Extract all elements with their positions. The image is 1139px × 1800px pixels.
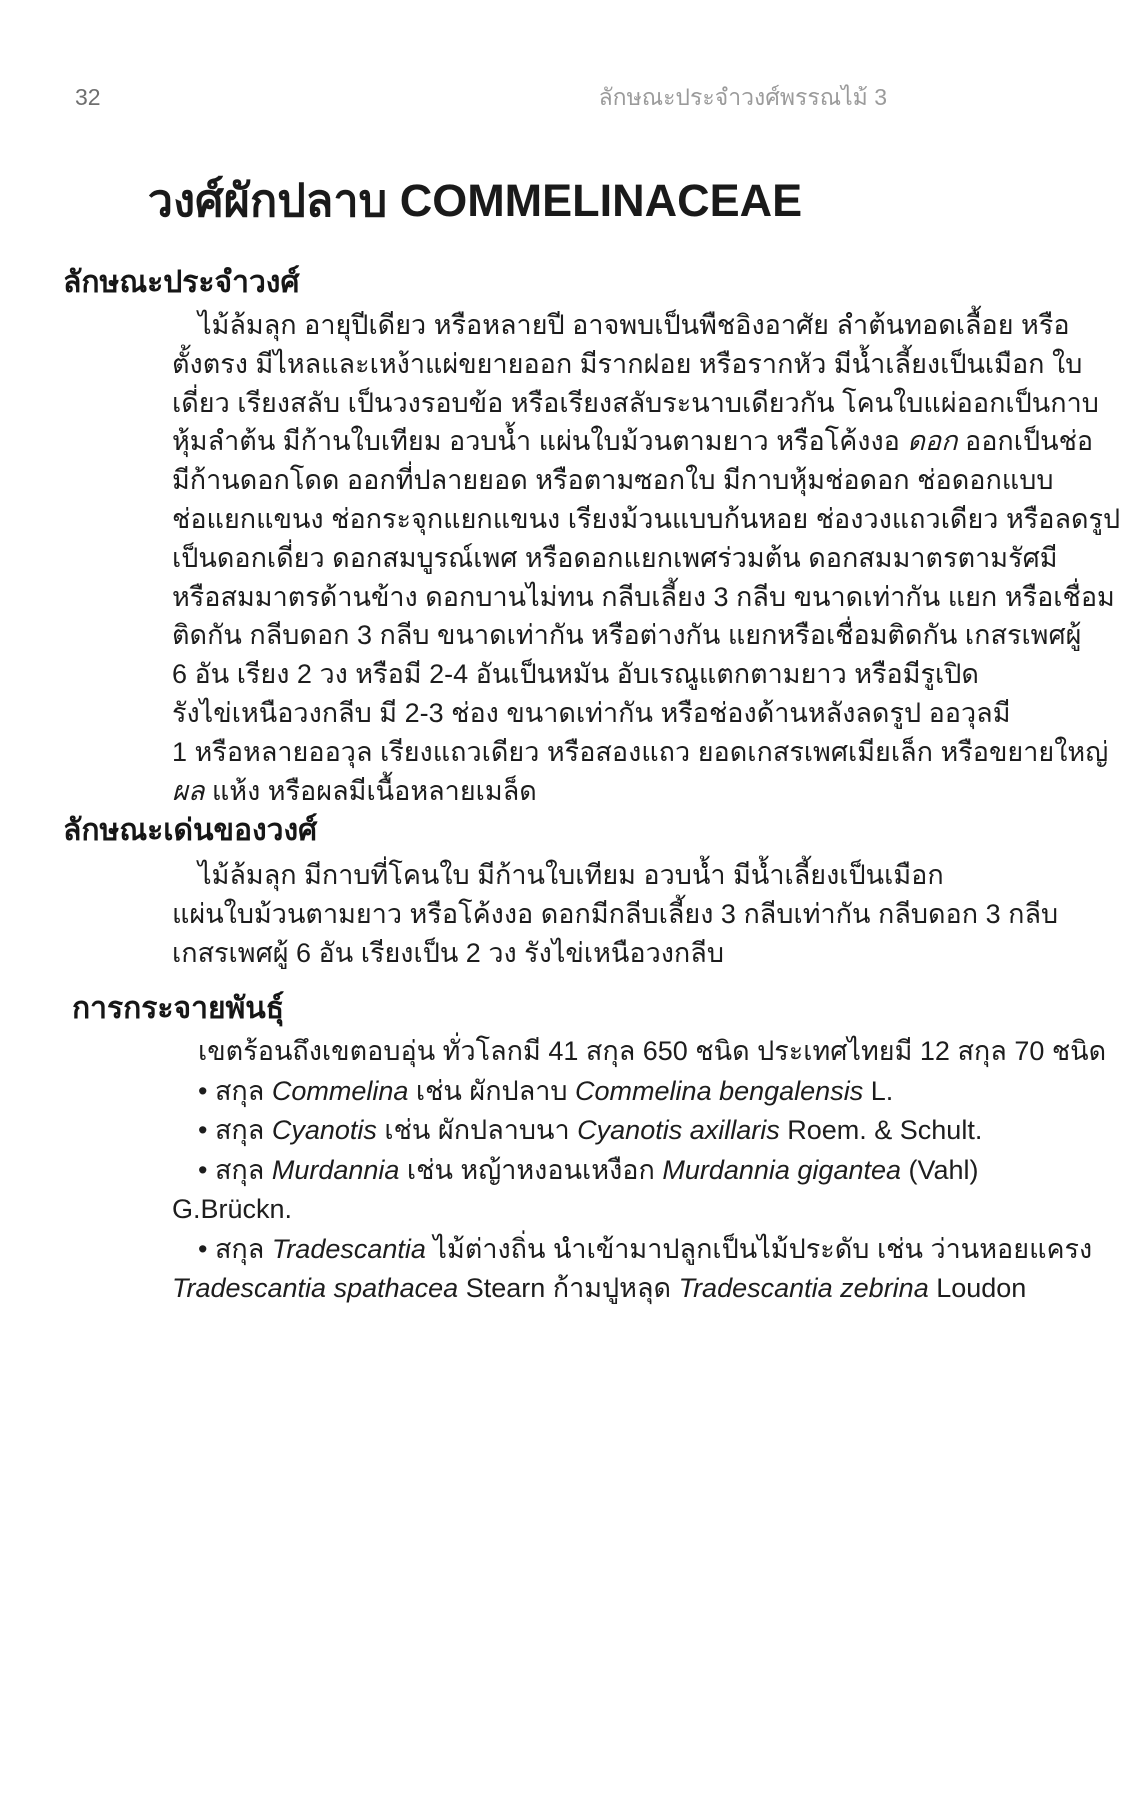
taxon-name-italic: ผล bbox=[172, 775, 205, 806]
text-line bbox=[172, 578, 1115, 617]
text-line bbox=[172, 733, 1109, 772]
taxon-name-italic: Murdannia gigantea bbox=[662, 1154, 902, 1185]
text-run: หุ้มลำต้น มีก้านใบเทียม อวบน้ำ แผ่นใบม้วนตามยาว หรือโค้งงอ bbox=[172, 426, 908, 457]
section-heading-distinctive-characteristics: ลักษณะเด่นของวงศ์ bbox=[63, 814, 318, 847]
text-line bbox=[172, 856, 944, 895]
text-run: ไม้ล้มลุก อายุปีเดียว หรือหลายปี อาจพบเป็นพืชอิงอาศัย ลำต้นทอดเลื้อย หรือ bbox=[198, 310, 1070, 340]
text-run: ช่อแยกแขนง ช่อกระจุกแยกแขนง เรียงม้วนแบบก้นหอย ช่องวงแถวเดียว หรือลดรูป bbox=[172, 503, 1121, 534]
text-run: เขตร้อนถึงเขตอบอุ่น ทั่วโลกมี 41 สกุล 650 ชนิด ประเทศไทยมี 12 สกุล 70 ชนิด bbox=[198, 1036, 1107, 1066]
running-title: ลักษณะประจำวงศ์พรรณไม้ 3 bbox=[598, 84, 887, 110]
text-line bbox=[172, 422, 1094, 461]
text-run: เป็นดอกเดี่ยว ดอกสมบูรณ์เพศ หรือดอกแยกเพศร่วมต้น ดอกสมมาตรตามรัศมี bbox=[172, 542, 1058, 573]
text-run: 1 หรือหลายออวุล เรียงแถวเดียว หรือสองแถว ยอดเกสรเพศเมียเล็ก หรือขยายใหญ่ bbox=[172, 736, 1109, 767]
page-number: 32 bbox=[75, 84, 101, 110]
taxon-name-italic: Commelina bbox=[271, 1075, 409, 1106]
text-run: 6 อัน เรียง 2 วง หรือมี 2-4 อันเป็นหมัน อับเรณูแตกตามยาว หรือมีรูเปิด bbox=[172, 659, 979, 690]
text-run: ติดกัน กลีบดอก 3 กลีบ ขนาดเท่ากัน หรือต่างกัน แยกหรือเชื่อมติดกัน เกสรเพศผู้ bbox=[172, 620, 1082, 651]
taxon-name-italic: Tradescantia bbox=[271, 1233, 426, 1264]
text-run: แผ่นใบม้วนตามยาว หรือโค้งงอ ดอกมีกลีบเลี้ยง 3 กลีบเท่ากัน กลีบดอก 3 กลีบ bbox=[172, 899, 1059, 929]
taxon-name-italic: ดอก bbox=[907, 426, 958, 457]
text-run: Loudon bbox=[928, 1273, 1027, 1303]
text-line bbox=[172, 1111, 983, 1151]
text-line bbox=[172, 345, 1083, 384]
text-run: เช่น ผักปลาบ bbox=[408, 1075, 576, 1106]
text-run: เดี่ยว เรียงสลับ เป็นวงรอบข้อ หรือเรียงสลับระนาบเดียวกัน โคนใบแผ่ออกเป็นกาบ bbox=[172, 387, 1099, 418]
text-run: แห้ง หรือผลมีเนื้อหลายเมล็ด bbox=[204, 775, 537, 806]
section-heading-family-characteristics: ลักษณะประจำวงศ์ bbox=[63, 266, 300, 299]
family-characteristics-paragraph bbox=[172, 306, 1121, 810]
text-run: • สกุล bbox=[198, 1233, 272, 1264]
text-line bbox=[172, 616, 1082, 655]
text-run: L. bbox=[863, 1075, 894, 1106]
text-run: ออกเป็นช่อ bbox=[957, 426, 1094, 457]
text-line bbox=[172, 655, 979, 694]
text-run: เกสรเพศผู้ 6 อัน เรียงเป็น 2 วง รังไข่เหนือวงกลีบ bbox=[172, 938, 724, 968]
text-run: ไม้ล้มลุก มีกาบที่โคนใบ มีก้านใบเทียม อวบน้ำ มีน้ำเลี้ยงเป็นเมือก bbox=[198, 860, 944, 890]
text-run: ไม้ต่างถิ่น นำเข้ามาปลูกเป็นไม้ประดับ เช่น ว่านหอยแครง bbox=[425, 1233, 1093, 1264]
text-line bbox=[172, 461, 1054, 500]
text-line bbox=[172, 1032, 1107, 1072]
text-run: หรือสมมาตรด้านข้าง ดอกบานไม่ทน กลีบเลี้ยง 3 กลีบ ขนาดเท่ากัน แยก หรือเชื่อม bbox=[172, 581, 1115, 612]
text-line bbox=[172, 1230, 1093, 1270]
text-line bbox=[172, 895, 1059, 934]
distribution-paragraph bbox=[172, 1032, 1107, 1309]
text-run: • สกุล bbox=[198, 1075, 272, 1106]
text-line bbox=[172, 1072, 894, 1112]
text-run: Roem. & Schult. bbox=[779, 1115, 983, 1145]
taxon-name-italic: Tradescantia zebrina bbox=[678, 1273, 929, 1303]
text-run: • สกุล bbox=[198, 1115, 272, 1145]
text-line bbox=[172, 1190, 880, 1230]
text-run: G.Brückn. bbox=[172, 1194, 293, 1224]
text-line bbox=[172, 306, 1070, 345]
taxon-name-italic: Commelina bengalensis bbox=[575, 1075, 864, 1106]
text-run: Stearn ก้ามปูหลุด bbox=[458, 1273, 679, 1303]
text-run: ตั้งตรง มีไหลและเหง้าแผ่ขยายออก มีรากฝอย หรือรากหัว มีน้ำเลี้ยงเป็นเมือก ใบ bbox=[172, 348, 1083, 379]
section-heading-distribution: การกระจายพันธุ์ bbox=[72, 992, 285, 1025]
text-line bbox=[172, 934, 880, 973]
taxon-name-italic: Cyanotis bbox=[271, 1115, 377, 1145]
text-run: • สกุล bbox=[198, 1154, 272, 1185]
taxon-name-italic: Murdannia bbox=[271, 1154, 400, 1185]
text-run: เช่น ผักปลาบนา bbox=[376, 1115, 578, 1145]
text-line bbox=[172, 500, 1121, 539]
text-line bbox=[172, 384, 1099, 423]
chapter-title: วงศ์ผักปลาบ COMMELINACEAE bbox=[147, 175, 803, 226]
page-header bbox=[75, 83, 887, 111]
text-line bbox=[172, 772, 880, 811]
text-run: รังไข่เหนือวงกลีบ มี 2-3 ช่อง ขนาดเท่ากัน หรือช่องด้านหลังลดรูป ออวุลมี bbox=[172, 697, 1011, 728]
text-run: (Vahl) bbox=[901, 1154, 979, 1185]
text-line bbox=[172, 1151, 979, 1191]
taxon-name-italic: Cyanotis axillaris bbox=[577, 1115, 780, 1145]
text-line bbox=[172, 539, 1058, 578]
distinctive-characteristics-paragraph bbox=[172, 856, 1059, 973]
text-run: เช่น หญ้าหงอนเหงือก bbox=[399, 1154, 663, 1185]
text-line bbox=[172, 694, 1011, 733]
taxon-name-italic: Tradescantia spathacea bbox=[172, 1273, 459, 1303]
text-line bbox=[172, 1269, 1027, 1309]
text-run: มีก้านดอกโดด ออกที่ปลายยอด หรือตามซอกใบ มีกาบหุ้มช่อดอก ช่อดอกแบบ bbox=[172, 465, 1054, 496]
